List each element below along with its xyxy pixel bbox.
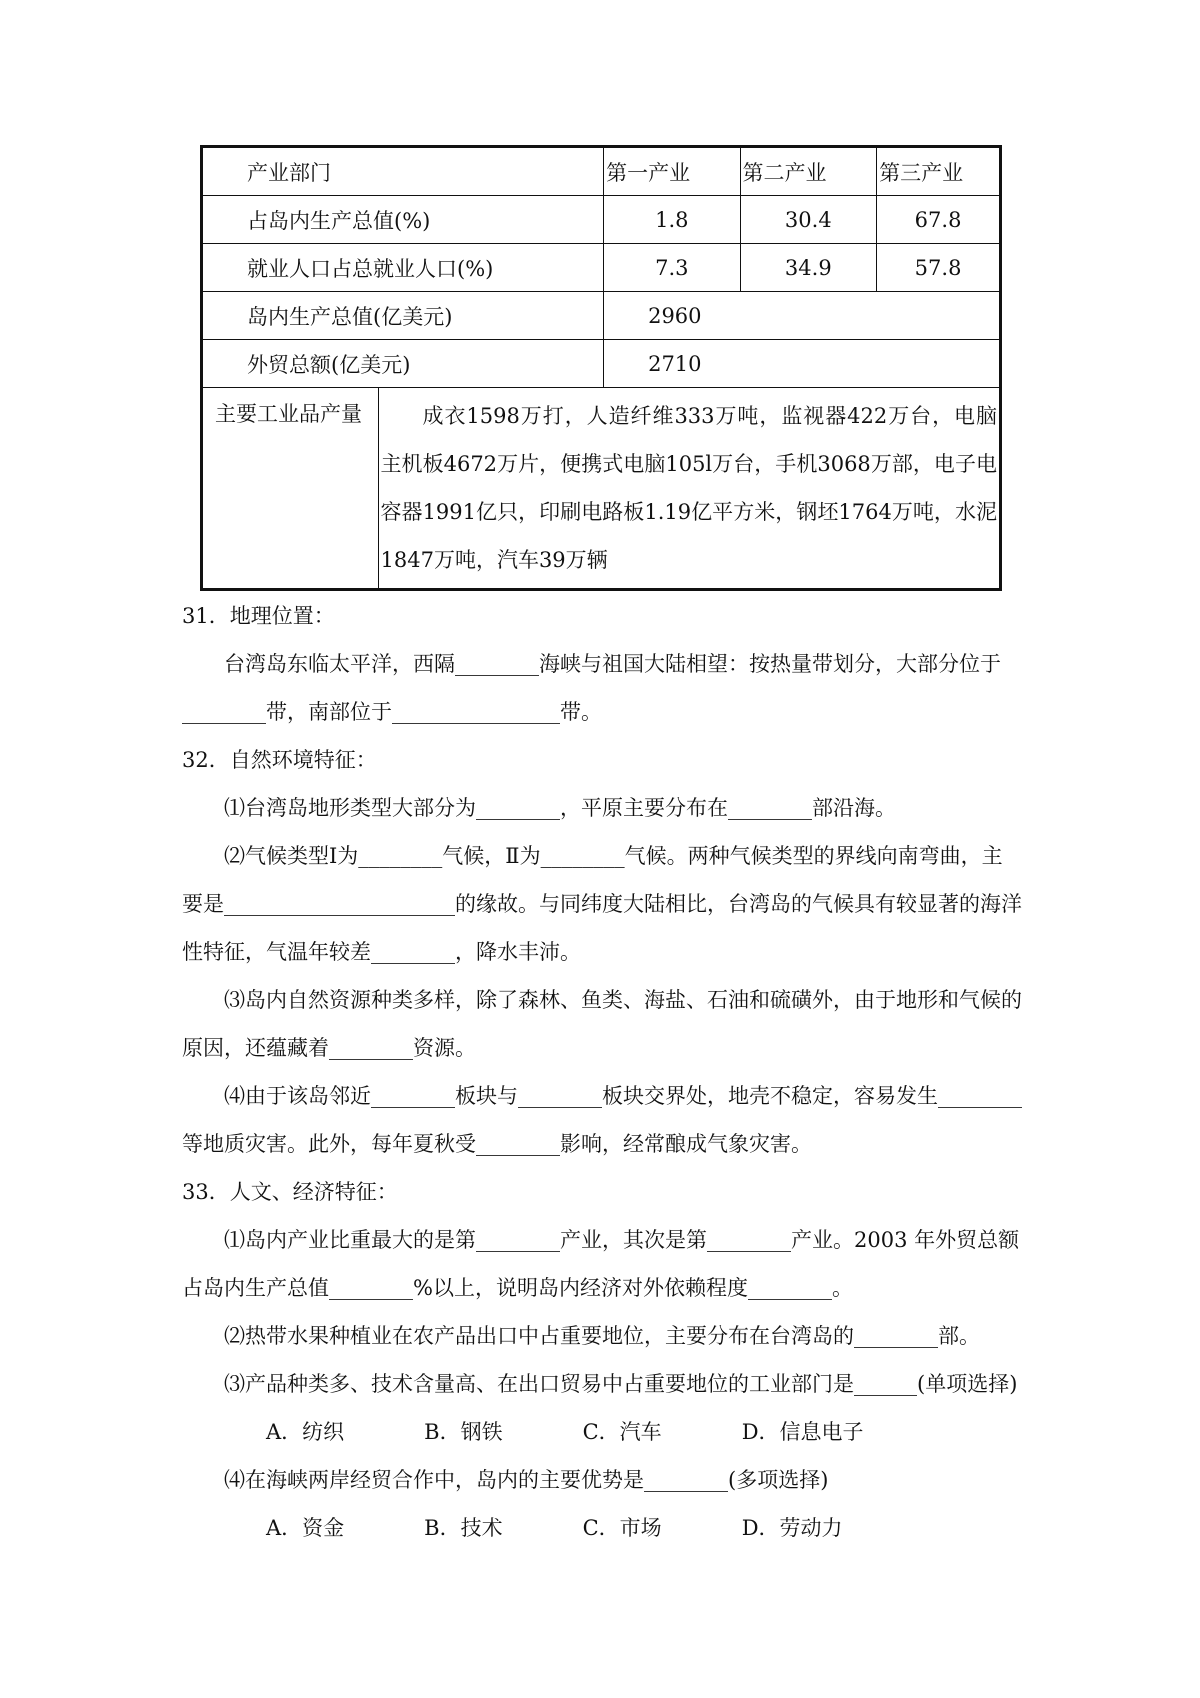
table-cell: 30.4 [740,196,877,244]
question-32-part2: ⑵气候类型Ⅰ为________气候，Ⅱ为________气候。两种气候类型的界线向南弯曲，主要是______________________的缘故。与同纬度大陆相比，台湾岛的气候具有较显著的海洋性特征，气温年较差________，降水丰沛。 [182,844,1022,964]
table-cell: 57.8 [877,244,1001,292]
question-32-part3: ⑶岛内自然资源种类多样，除了森林、鱼类、海盐、石油和硫磺外，由于地形和气候的原因，还蕴藏着________资源。 [182,988,1022,1060]
question-33-part4: ⑷在海峡两岸经贸合作中，岛内的主要优势是________(多项选择) [224,1468,829,1492]
question-32-part1: ⑴台湾岛地形类型大部分为________，平原主要分布在________部沿海。 [224,796,896,820]
row-label: 主要工业品产量 [203,388,378,588]
table-row [202,340,1001,388]
table-row [202,196,1001,244]
products-row-wrapper [202,388,1001,590]
option-b: B．钢铁 [424,1420,503,1444]
table-cell: 1.8 [604,196,740,244]
question-33-title: 33．人文、经济特征： [182,1180,398,1204]
question-32-title: 32．自然环境特征： [182,748,377,772]
row-label: 外贸总额(亿美元) [202,340,604,388]
row-label: 占岛内生产总值(%) [202,196,604,244]
table-cell: 2960 [604,292,1001,340]
option-d: D．劳动力 [741,1516,843,1540]
option-b: B．技术 [424,1516,503,1540]
question-33-part2: ⑵热带水果种植业在农产品出口中占重要地位，主要分布在台湾岛的________部。 [224,1324,980,1348]
products-text: 成衣1598万打，人造纤维333万吨，监视器422万台，电脑主机板4672万片，便携式电脑105l万台，手机3068万部，电子电容器1991亿只，印刷电路板1.19亿平方米，钢坯1764万吨，水泥1847万吨，汽车39万辆 [380,404,997,572]
table-row [202,292,1001,340]
column-header: 第一产业 [604,147,740,196]
option-c: C．市场 [582,1516,662,1540]
question-33-part1: ⑴岛内产业比重最大的是第________产业，其次是第________产业。2003 年外贸总额占岛内生产总值________%以上，说明岛内经济对外依赖程度________。 [182,1228,1020,1300]
table-row [202,388,1001,590]
products-subtable [203,388,999,588]
option-a: A．纺织 [266,1420,345,1444]
table-cell: 7.3 [604,244,740,292]
question-31-text: 台湾岛东临太平洋，西隔________海峡与祖国大陆相望：按热量带划分，大部分位于________带，南部位于________________带。 [182,652,1001,724]
table-row [202,147,1001,196]
question-32-part4: ⑷由于该岛邻近________板块与________板块交界处，地壳不稳定，容易发生________等地质灾害。此外，每年夏秋受________影响，经常酿成气象灾害。 [182,1084,1022,1156]
question-33-part3-options [182,1408,1022,1456]
table-cell: 2710 [604,340,1001,388]
table-cell: 67.8 [877,196,1001,244]
option-c: C．汽车 [582,1420,662,1444]
column-header: 第二产业 [740,147,877,196]
table-cell: 34.9 [740,244,877,292]
industry-table [200,145,1002,591]
option-a: A．资金 [266,1516,345,1540]
column-header: 第三产业 [877,147,1001,196]
option-d: D．信息电子 [741,1420,864,1444]
table-row [203,388,999,588]
row-label: 就业人口占总就业人口(%) [202,244,604,292]
question-33-part3: ⑶产品种类多、技术含量高、在出口贸易中占重要地位的工业部门是______(单项选择) [224,1372,1018,1396]
row-label: 岛内生产总值(亿美元) [202,292,604,340]
question-31-title: 31．地理位置： [182,604,335,628]
row-label: 产业部门 [202,147,604,196]
question-33-part4-options [182,1504,1022,1552]
table-row [202,244,1001,292]
